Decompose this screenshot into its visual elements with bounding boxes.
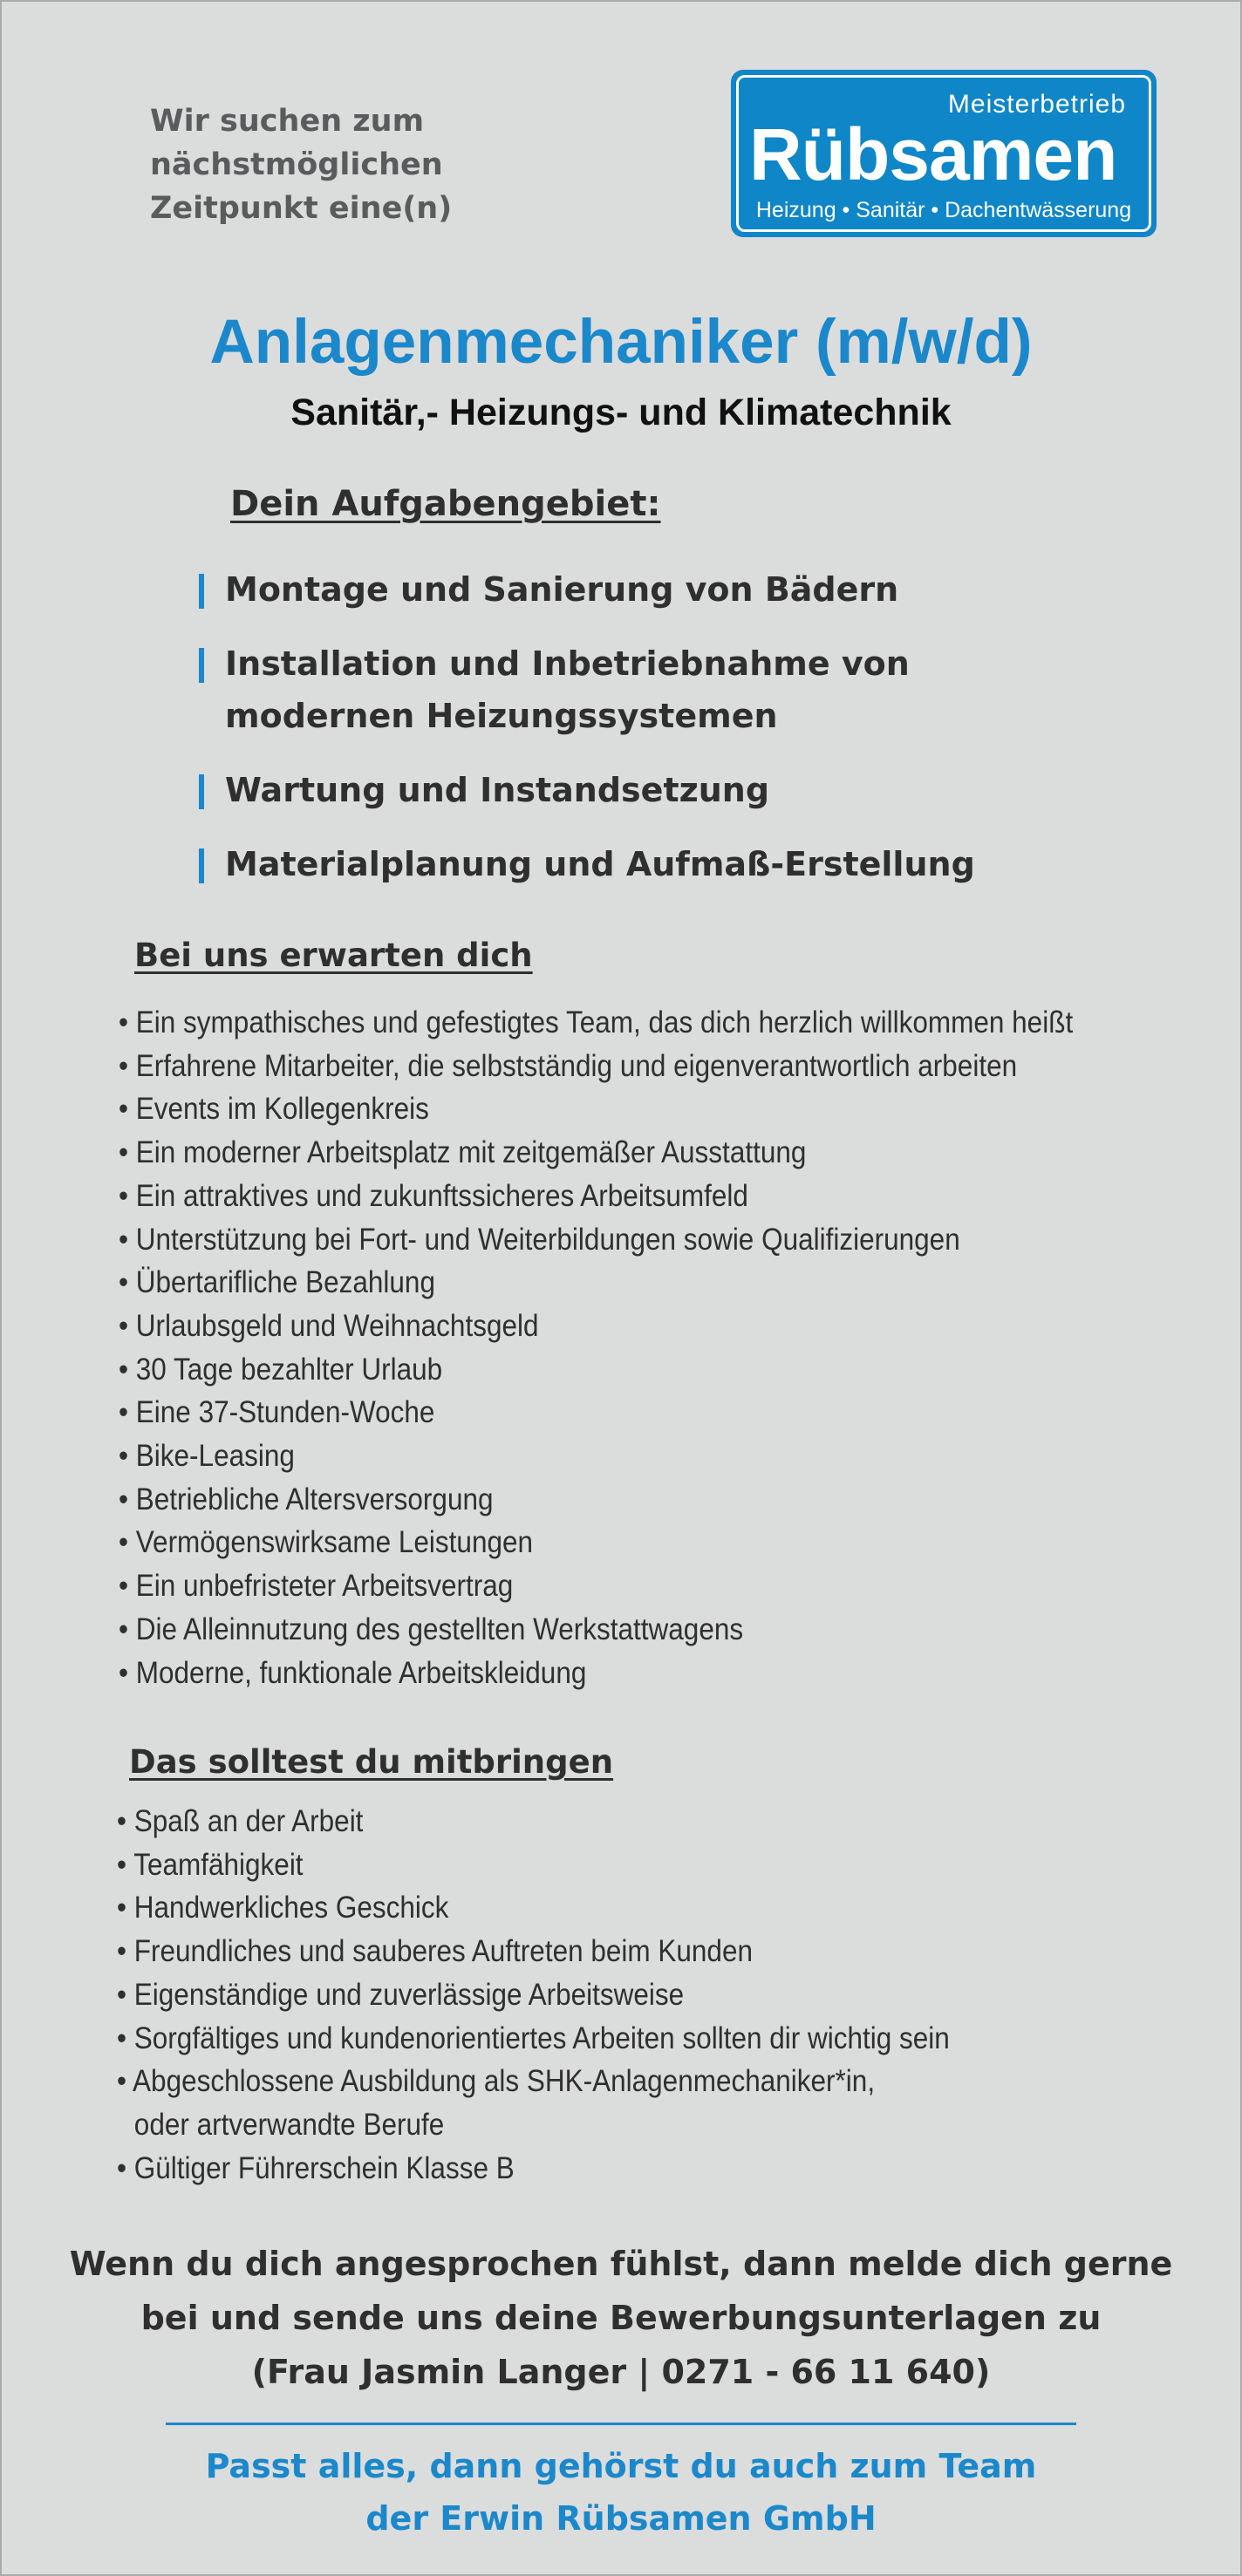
requirement-item: • Abgeschlossene Ausbildung als SHK-Anlagenmechaniker*in, [117, 2064, 876, 2099]
call-to-action [2, 2237, 1240, 2399]
requirement-item: • Spaß an der Arbeit [117, 1804, 364, 1838]
footer-slogan [2, 2440, 1240, 2545]
benefit-item: • Erfahrene Mitarbeiter, die selbstständig und eigenverantwortlich arbeiten [119, 1048, 1018, 1083]
logo-tagline: Heizung • Sanitär • Dachentwässerung [755, 198, 1132, 222]
benefit-item: • Die Alleinnutzung des gestellten Werkstattwagens [119, 1612, 744, 1646]
logo-top-label: Meisterbetrieb [947, 90, 1126, 119]
tasks-list [199, 563, 1158, 912]
task-item [199, 838, 1158, 890]
requirements-list [117, 1800, 950, 2190]
benefit-item: • Ein sympathisches und gefestigtes Team, das dich herzlich willkommen heißt [119, 1005, 1074, 1039]
requirement-item-continued: oder artverwandte Berufe [133, 2107, 445, 2142]
benefit-item: • 30 Tage bezahlter Urlaub [119, 1352, 443, 1387]
footer-line: Passt alles, dann gehörst du auch zum Team [205, 2447, 1037, 2485]
benefit-item: • Betriebliche Altersversorgung [119, 1482, 494, 1516]
task-text: Installation und Inbetriebnahme von [225, 644, 910, 683]
requirements-heading: Das solltest du mitbringen [129, 1743, 614, 1781]
requirement-item: • Teamfähigkeit [117, 1847, 304, 1882]
task-text: Montage und Sanierung von Bädern [225, 570, 899, 609]
intro-text [150, 99, 516, 230]
requirement-item: • Sorgfältiges und kundenorientiertes Arbeiten sollten dir wichtig sein [117, 2021, 950, 2055]
benefit-item: • Ein unbefristeter Arbeitsvertrag [119, 1569, 514, 1604]
intro-line: Zeitpunkt eine(n) [150, 191, 453, 226]
task-text: Wartung und Instandsetzung [225, 771, 770, 809]
requirement-item: • Handwerkliches Geschick [117, 1891, 449, 1925]
job-title: Anlagenmechaniker (m/w/d) [209, 308, 1033, 377]
cta-contact-line: (Frau Jasmin Langer | 0271 - 66 11 640) [251, 2353, 991, 2391]
tasks-heading: Dein Aufgabengebiet: [230, 484, 661, 524]
company-logo [731, 70, 1157, 237]
benefit-item: • Ein attraktives und zukunftssicheres Arbeitsumfeld [119, 1178, 748, 1213]
task-marker-bar [199, 574, 204, 609]
benefit-item: • Events im Kollegenkreis [119, 1092, 429, 1127]
benefit-item: • Unterstützung bei Fort- und Weiterbildungen sowie Qualifizierungen [119, 1222, 960, 1257]
task-item [199, 563, 1158, 616]
logo-company-name: Rübsamen [749, 113, 1117, 195]
footer-line: der Erwin Rübsamen GmbH [365, 2499, 877, 2538]
intro-line: nächstmöglichen [150, 147, 443, 182]
requirement-item: • Eigenständige und zuverlässige Arbeitsweise [117, 1977, 685, 2012]
requirement-item: • Gültiger Führerschein Klasse B [117, 2150, 515, 2185]
benefit-item: • Übertarifliche Bezahlung [119, 1265, 435, 1300]
benefit-item: • Eine 37-Stunden-Woche [119, 1395, 435, 1430]
cta-line: bei und sende uns deine Bewerbungsunterlagen zu [140, 2299, 1102, 2337]
task-marker-bar [199, 848, 204, 883]
benefit-item: • Urlaubsgeld und Weihnachtsgeld [119, 1308, 539, 1343]
divider-line [166, 2423, 1076, 2425]
task-marker-bar [199, 774, 204, 809]
benefit-item: • Vermögenswirksame Leistungen [119, 1525, 534, 1560]
benefit-item: • Moderne, funktionale Arbeitskleidung [119, 1655, 587, 1690]
task-marker-bar [199, 648, 204, 683]
benefit-item: • Ein moderner Arbeitsplatz mit zeitgemäßer Ausstattung [119, 1135, 807, 1170]
cta-line: Wenn du dich angesprochen fühlst, dann melde dich gerne [69, 2245, 1173, 2283]
task-text: Materialplanung und Aufmaß-Erstellung [225, 845, 975, 883]
logo-frame [736, 75, 1151, 232]
task-item [199, 637, 1158, 742]
benefits-list [119, 1001, 1073, 1694]
benefit-item: • Bike-Leasing [119, 1439, 295, 1474]
job-subtitle: Sanitär,- Heizungs- und Klimatechnik [290, 392, 952, 433]
benefits-heading: Bei uns erwarten dich [134, 937, 533, 974]
task-item [199, 764, 1158, 816]
requirement-item: • Freundliches und sauberes Auftreten beim Kunden [117, 1934, 753, 1969]
task-text-continued: modernen Heizungssystemen [225, 697, 778, 735]
intro-line: Wir suchen zum [150, 104, 425, 139]
